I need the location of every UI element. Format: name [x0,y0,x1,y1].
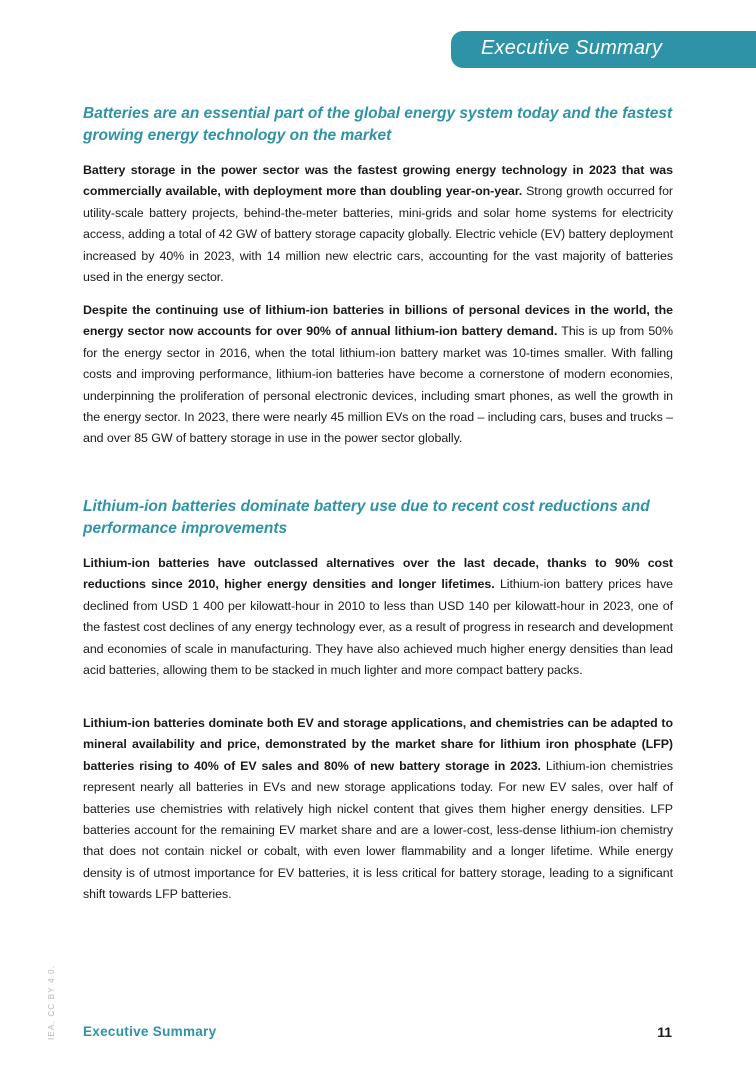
footer-section-label: Executive Summary [83,1024,217,1039]
section-tab-label: Executive Summary [481,37,663,59]
paragraph [83,300,673,450]
paragraph-lead: Lithium-ion batteries have outclassed alternatives over the last decade, thanks to 90% cost reductions since 2010, higher energy densities and longer lifetimes. [83,556,673,592]
paragraph-lead: Despite the continuing use of lithium-ion batteries in billions of personal devices in the world, the energy sector now accounts for over 90% of annual lithium-ion battery demand. [83,303,673,339]
section-heading: Batteries are an essential part of the global energy system today and the fastest growing energy technology on the market [83,105,673,144]
paragraph [83,713,673,906]
paragraph-lead: Lithium-ion batteries dominate both EV and storage applications, and chemistries can be adapted to mineral availability and price, demonstrated by the market share for lithium iron phosphate (LFP) batteries rising to 40% of EV sales and 80% of new battery storage in 2023. [83,716,673,773]
license-note: IEA. CC BY 4.0. [47,964,56,1040]
section-tab [451,31,756,68]
paragraph-body: This is up from 50% for the energy sector in 2016, when the total lithium-ion battery market was 10-times smaller. With falling costs and improving performance, lithium-ion batteries have become a cornerstone of modern economies, underpinning the proliferation of personal electronic devices, including smart phones, as well the growth in the energy sector. In 2023, there were nearly 45 million EVs on the road – including cars, buses and trucks – and over 85 GW of battery storage in use in the power sector globally. [83,324,673,446]
paragraph-body: Lithium-ion chemistries represent nearly all batteries in EVs and new storage applications today. For new EV sales, over half of batteries use chemistries with relatively high nickel content that gives them higher energy densities. LFP batteries account for the remaining EV market share and are a lower-cost, less-dense lithium-ion chemistry that does not contain nickel or cobalt, with even lower flammability and a longer lifetime. While energy density is of utmost importance for EV batteries, it is less critical for battery storage, leading to a significant shift towards LFP batteries. [83,758,673,902]
page-number: 11 [657,1024,672,1040]
paragraph [83,553,673,681]
paragraph-body: Strong growth occurred for utility-scale battery projects, behind-the-meter batteries, mini-grids and solar home systems for electricity access, adding a total of 42 GW of battery storage capacity globally. Electric vehicle (EV) battery deployment increased by 40% in 2023, with 14 million new electric cars, accounting for the vast majority of batteries used in the energy sector. [83,184,674,285]
paragraph-body: Lithium-ion battery prices have declined from USD 1 400 per kilowatt-hour in 2010 to less than USD 140 per kilowatt-hour in 2023, one of the fastest cost declines of any energy technology ever, as a result of progress in research and development and economies of scale in manufacturing. They have also achieved much higher energy densities than lead acid batteries, allowing them to be stacked in much lighter and more compact battery packs. [83,577,673,678]
section-heading: Lithium-ion batteries dominate battery use due to recent cost reductions and performance improvements [83,498,650,537]
paragraph [83,160,673,288]
paragraph-lead: Battery storage in the power sector was the fastest growing energy technology in 2023 that was commercially available, with deployment more than doubling year-on-year. [83,163,673,199]
